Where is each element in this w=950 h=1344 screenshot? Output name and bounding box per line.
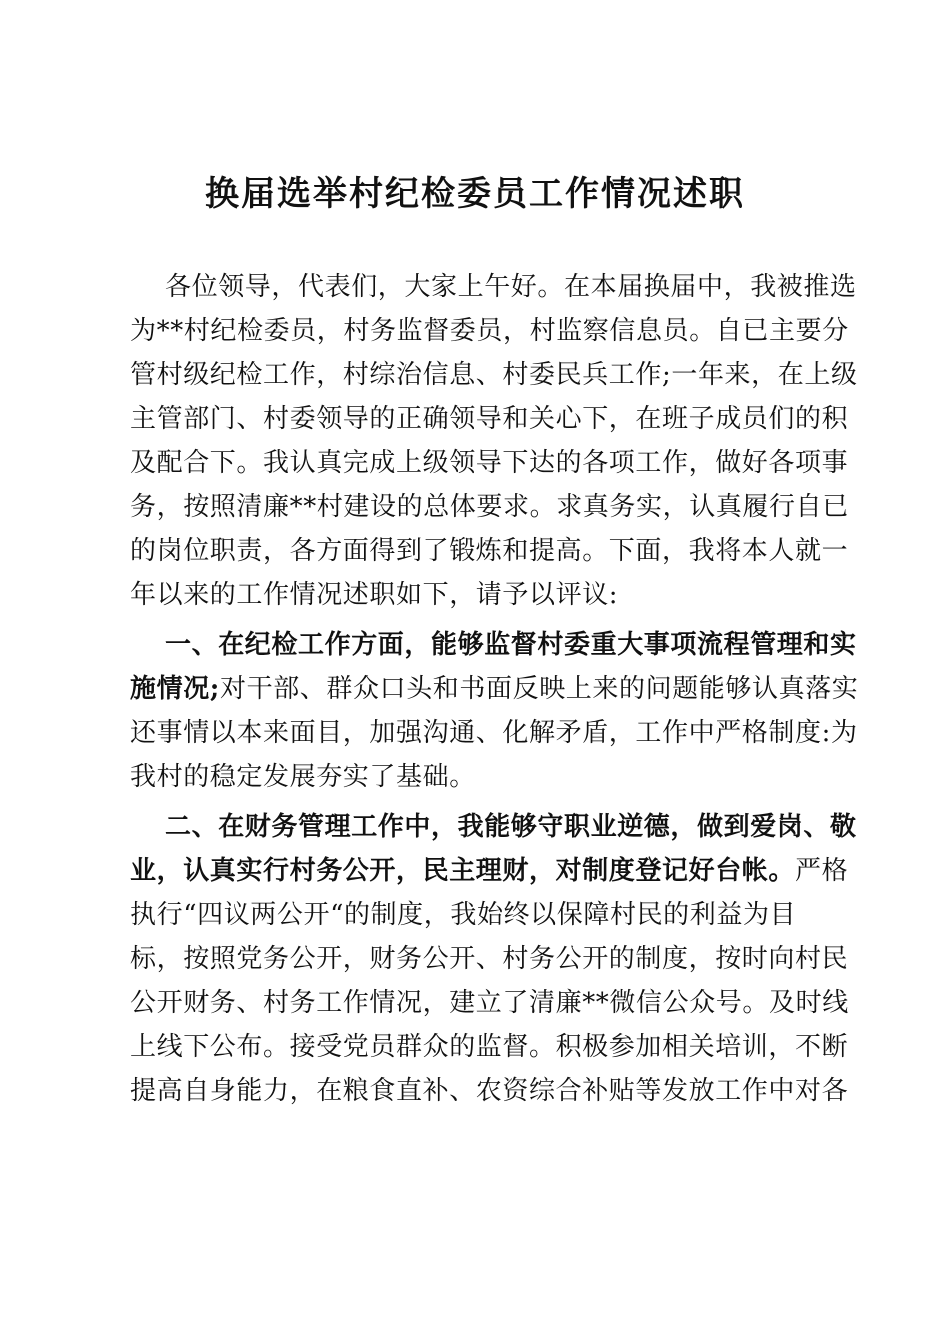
text-line: 上线下公布。接受党员群众的监督。积极参加相关培训，不断 [130,1032,849,1062]
document-body [130,265,859,1113]
paragraph-section-1 [130,623,859,799]
document-title: 换届选举村纪检委员工作情况述职 [205,174,745,214]
text-line: 标，按照党务公开，财务公开、村务公开的制度，按时向村民 [130,944,849,974]
section-heading-line: 二、在财务管理工作中，我能够守职业逆德，做到爱岗、敬 [165,812,857,842]
text-line: 主管部门、村委领导的正确领导和关心下，在班子成员们的积 [130,404,849,434]
section-heading-line: 一、在纪检工作方面，能够监督村委重大事项流程管理和实 [165,630,857,660]
text-line: 各位领导，代表们，大家上午好。在本届换届中，我被推选 [165,272,857,302]
paragraph-section-2 [130,805,857,1113]
paragraph-intro [130,265,858,617]
text-line: 执行“四议两公开“的制度，我始终以保障村民的利益为目 [130,900,797,930]
text-line: 提高自身能力，在粮食直补、农资综合补贴等发放工作中对各 [130,1076,849,1106]
text-line: 及配合下。我认真完成上级领导下达的各项工作，做好各项事 [130,448,849,478]
text-line: 年以来的工作情况述职如下，请予以评议: [130,580,619,610]
text-line: 管村级纪检工作，村综治信息、村委民兵工作;一年来，在上级 [130,360,858,390]
text-line: 务，按照清廉**村建设的总体要求。求真务实，认真履行自已 [130,492,849,522]
text-line: 还事情以本来面目，加强沟通、化解矛盾，工作中严格制度:为 [130,718,858,748]
text-line: 的岗位职责，各方面得到了锻炼和提高。下面，我将本人就一 [130,536,849,566]
section-heading-line: 施情况; [130,674,220,704]
text-line-mixed [130,849,849,893]
text-fragment: 对干部、群众口头和书面反映上来的问题能够认真落实 [220,674,859,704]
text-line: 我村的稳定发展夯实了基础。 [130,762,476,792]
text-line: 为**村纪检委员，村务监督委员，村监察信息员。自已主要分 [130,316,849,346]
text-line: 公开财务、村务工作情况，建立了清廉**微信公众号。及时线 [130,988,849,1018]
text-fragment: 严格 [795,856,849,886]
text-line-mixed [130,667,859,711]
section-heading-line: 业，认真实行村务公开，民主理财，对制度登记好台帐。 [130,856,796,886]
